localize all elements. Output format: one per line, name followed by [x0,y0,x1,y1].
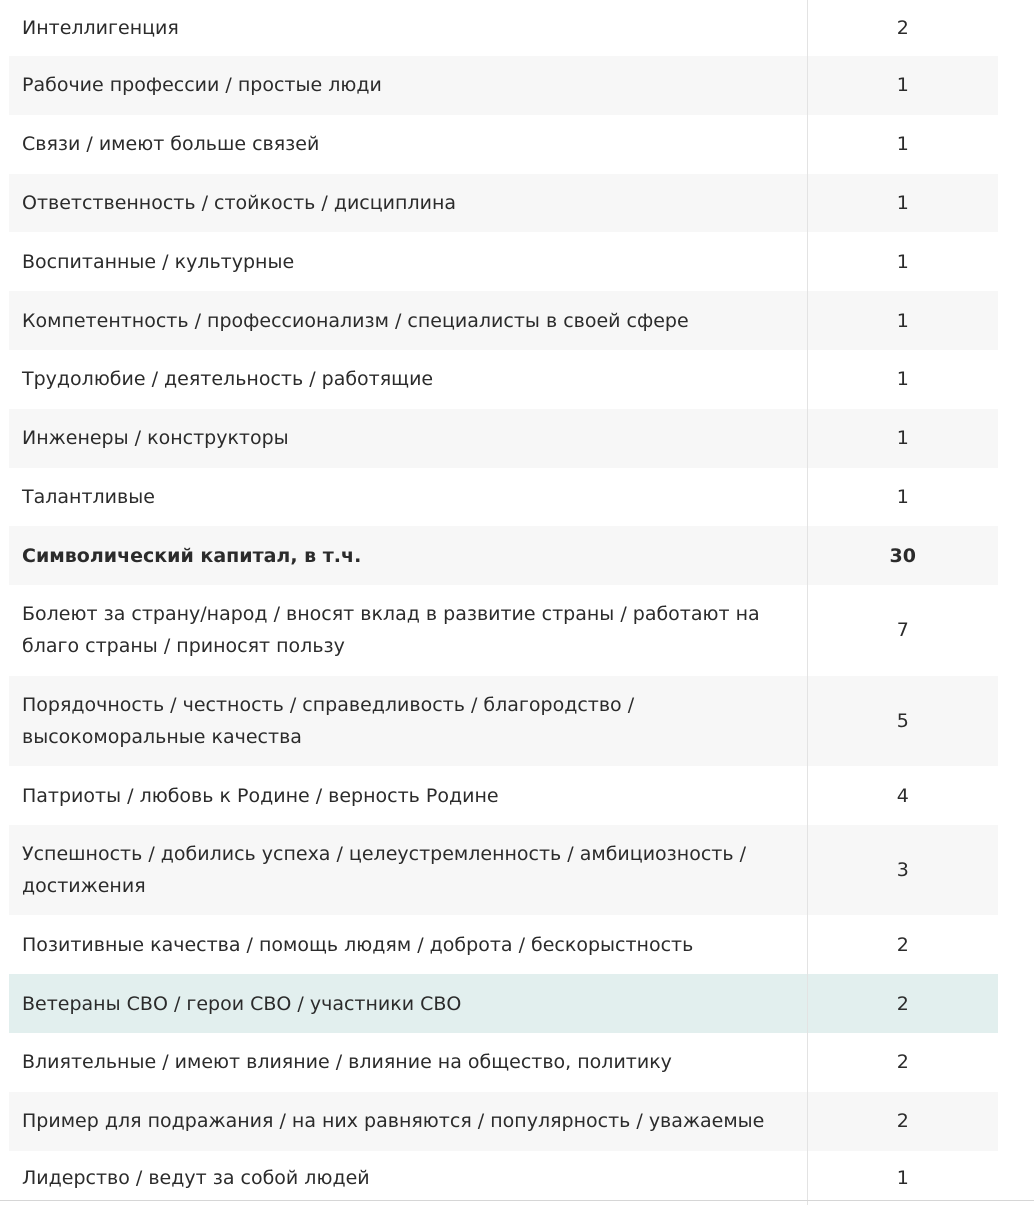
row-value: 4 [896,784,909,807]
row-value: 1 [896,485,909,508]
row-value: 1 [807,409,998,468]
row-label: Ответственность / стойкость / дисциплина [9,174,807,233]
row-label: Успешность / добились успеха / целеустремленность / амбициозность / достижения [9,825,807,916]
row-value: 5 [807,676,998,767]
row-label: Пример для подражания / на них равняются / популярность / уважаемые [9,1092,807,1151]
row-label: Позитивные качества / помощь людям / доброта / бескорыстность [9,915,807,974]
row-label: Лидерство / ведут за собой людей [9,1151,807,1205]
row-label: Талантливые [9,468,807,527]
row-label: Болеют за страну/народ / вносят вклад в развитие страны / работают на благо страны / приносят пользу [9,585,807,676]
bottom-divider [0,1200,1034,1201]
row-value: 1 [896,1166,909,1189]
row-value: 1 [807,174,998,233]
row-label: Воспитанные / культурные [9,232,807,291]
table-row [9,1092,998,1151]
row-label: Порядочность / честность / справедливость / благородство / высокоморальные качества [9,676,807,767]
row-label: Связи / имеют больше связей [9,115,807,174]
table-row [9,291,998,350]
table-row [9,585,998,676]
row-label: Инженеры / конструкторы [9,409,807,468]
table-row [9,1151,998,1205]
row-label: Трудолюбие / деятельность / работящие [9,350,807,409]
table-row [9,56,998,115]
table-row [9,350,998,409]
table-row [9,115,998,174]
row-label: Патриоты / любовь к Родине / верность Родине [9,766,807,825]
table-row [9,825,998,916]
row-value: 1 [807,56,998,115]
table-row [9,468,998,527]
row-value: 1 [896,133,909,156]
row-value: 30 [807,526,998,585]
table-row [9,915,998,974]
table-row [9,676,998,767]
row-label: Компетентность / профессионализм / специалисты в своей сфере [9,291,807,350]
row-label: Символический капитал, в т.ч. [9,526,807,585]
row-value: 2 [896,17,909,39]
table-row [9,174,998,233]
results-table [9,0,998,1205]
row-label: Рабочие профессии / простые люди [9,56,807,115]
row-value: 1 [807,291,998,350]
row-value: 2 [807,1092,998,1151]
row-value: 1 [896,250,909,273]
table-row-category [9,526,998,585]
row-value: 3 [807,825,998,916]
row-value: 2 [896,933,909,956]
row-value: 2 [896,1051,909,1074]
row-value: 7 [896,619,909,642]
row-label: Влиятельные / имеют влияние / влияние на общество, политику [9,1033,807,1092]
row-label: Ветераны СВО / герои СВО / участники СВО [9,974,807,1033]
table-row [9,232,998,291]
table-row [9,1033,998,1092]
row-value: 1 [896,368,909,391]
row-label: Интеллигенция [9,0,807,56]
table-row [9,766,998,825]
table-row [9,409,998,468]
table-row-hovered [9,974,998,1033]
row-value: 2 [807,974,998,1033]
table-row [9,0,998,56]
